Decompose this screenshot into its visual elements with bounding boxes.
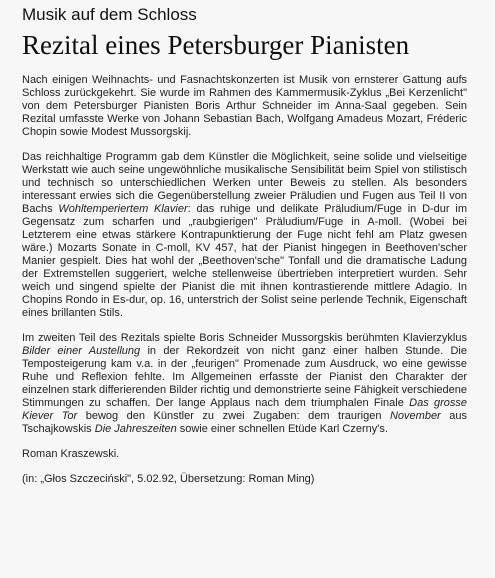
text-run: in der Rekordzeit von nicht ganz einer halben Stunde. Die Temposteigerung kam v.a. in der „feurigen" Promenade zum Ausdruck, wo eine gewisse Ruhe und Reflexion fehlte. Im Allgemeinen erfasste der Pianist den Charakter der einzelnen stark differierenden Bilder richtig und demonstrierte seine Fähigkeit verschiedene Stimmungen zu schaffen. Der lange Applaus nach dem triumphalen Finale <box>22 345 467 409</box>
italic-title-run: Bilder einer Austellung <box>22 345 141 357</box>
section-title: Musik auf dem Schloss <box>22 5 197 24</box>
italic-title-run: November <box>389 410 441 422</box>
text-run: sowie einer schnellen Etüde Karl Czerny's. <box>176 423 388 435</box>
italic-title-run: Wohltemperiertem Klavier <box>58 203 188 215</box>
italic-title-run: Die Jahreszeiten <box>94 423 177 435</box>
text-run: Nach einigen Weihnachts- und Fasnachtskonzerten ist Musik von ernsterer Gattung aufs Schloss zurückgekehrt. Sie wurde im Rahmen des Kammermusik-Zyklus „Bei Kerzenlicht" von dem Petersburger Pianisten Boris Arthur Schneider im Anna-Saal gegeben. Sein Rezital umfasste Werke von Johann Sebastian Bach, Wolfgang Amadeus Mozart, Fréderic Chopin sowie Modest Mussorgskij. <box>22 74 467 138</box>
text-run: bewog den Künstler zu zwei Zugaben: dem traurigen <box>77 410 390 422</box>
text-run: Das reichhaltige Programm gab dem Künstler die Möglichkeit, seine solide und vielseitige Werkstatt wie auch seine ungewöhnliche musikalische Sensibilität beim Spiel von stilistisch und technisch so unterschiedlichen Werken unter Beweis zu stellen. Als besonders interessant erwies sich die Gegenüberstellung zweier Präludien und Fugen aus Teil II von Bachs <box>22 151 467 215</box>
italic-title-run: Das grosse Kiever Tor <box>22 397 468 422</box>
text-run: aus Tschajkowskis <box>22 410 467 435</box>
article-paragraph-1 <box>22 74 475 139</box>
text-run: Im zweiten Teil des Rezitals spielte Boris Schneider Mussorgskis berühmten Klavierzyklus <box>22 332 467 344</box>
article-paragraph-3 <box>22 332 475 436</box>
article-paragraph-2 <box>22 151 475 320</box>
text-run: : das ruhige und delikate Präludium/Fuge in D-dur im Gegensatz zum scharfen und „raubgierigen" Präludium/Fuge in A-moll. (Wobei bei Letzterem eine etwas stärkere Kontrapunktierung der Fuge nicht fehl am Platz gwesen wäre.) Mozarts Sonate in C-moll, KV 457, hat der Pianist hingegen in Beethoven'scher Manier gespielt. Dies hat wohl der „Beethoven'sche" Tonfall und die dramatische Ladung der Extremstellen suggeriert, welche stellenweise übertrieben interpretiert wurden. Sehr weich und singend spielte der Pianist die mit ihnen kontrastierende mittlere Adagio. In Chopins Rondo in Es-dur, op. 16, unterstrich der Solist seine perlende Technik, Eigenschaft eines brillanten Stils. <box>22 203 467 319</box>
article-headline: Rezital eines Petersburger Pianisten <box>22 30 410 60</box>
source-citation: (in: „Głos Szczeciński", 5.02.92, Übersetzung: Roman Ming) <box>22 473 315 485</box>
author-signature: Roman Kraszewski. <box>22 448 120 460</box>
